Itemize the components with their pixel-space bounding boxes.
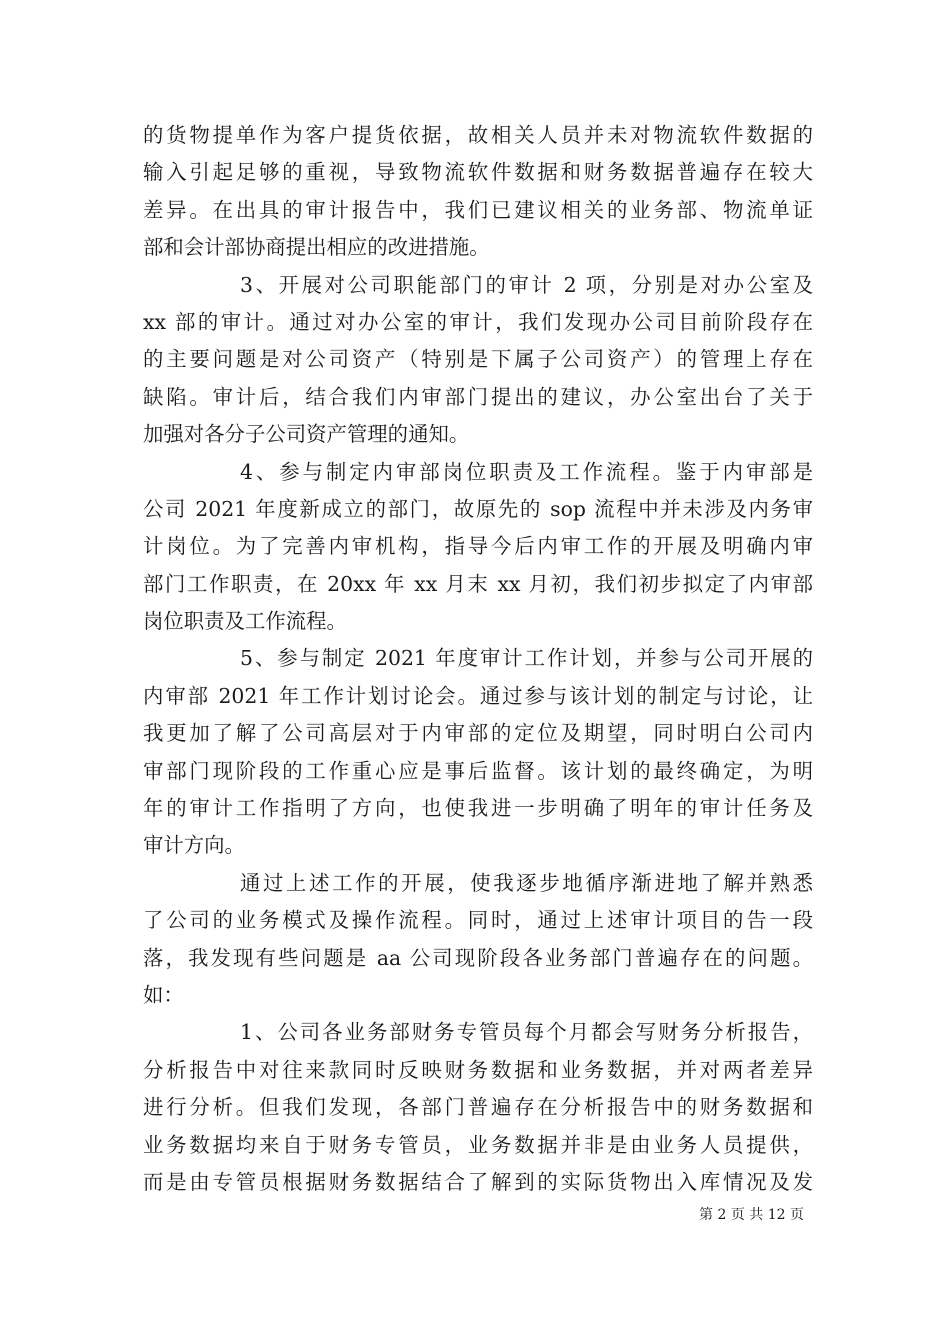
text-line: 公司 2021 年度新成立的部门，故原先的 sop 流程中并未涉及内务审 — [143, 496, 814, 521]
text-line: 了公司的业务模式及操作流程。同时，通过上述审计项目的告一段 — [143, 908, 813, 933]
text-line: 分析报告中对往来款同时反映财务数据和业务数据，并对两者差异 — [143, 1057, 813, 1082]
document-body — [143, 117, 813, 1201]
text-line: 落，我发现有些问题是 aa 公司现阶段各业务部门普遍存在的问题。 — [143, 945, 813, 970]
text-line: 进行分析。但我们发现，各部门普遍存在分析报告中的财务数据和 — [143, 1095, 813, 1120]
paragraph-first-line: 1、公司各业务部财务专管员每个月都会写财务分析报告， — [240, 1020, 813, 1045]
text-line: 审部门现阶段的工作重心应是事后监督。该计划的最终确定，为明 — [143, 758, 813, 783]
paragraph-first-line: 通过上述工作的开展，使我逐步地循序渐进地了解并熟悉 — [240, 870, 813, 895]
text-line: 岗位职责及工作流程。 — [143, 609, 347, 634]
paragraph-first-line: 3、开展对公司职能部门的审计 2 项，分别是对办公室及 — [240, 272, 813, 297]
paragraph-first-line: 5、参与制定 2021 年度审计工作计划，并参与公司开展的 — [240, 646, 813, 671]
text-line: 年的审计工作指明了方向，也使我进一步明确了明年的审计任务及 — [143, 796, 813, 821]
text-line: 差异。在出具的审计报告中，我们已建议相关的业务部、物流单证 — [143, 197, 813, 222]
text-line: 计岗位。为了完善内审机构，指导今后内审工作的开展及明确内审 — [143, 534, 813, 559]
text-line: 如： — [143, 982, 184, 1007]
paragraph-first-line: 4、参与制定内审部岗位职责及工作流程。鉴于内审部是 — [240, 459, 813, 484]
text-line: 加强对各分子公司资产管理的通知。 — [143, 422, 470, 447]
text-line: 而是由专管员根据财务数据结合了解到的实际货物出入库情况及发 — [143, 1169, 813, 1194]
text-line: 内审部 2021 年工作计划讨论会。通过参与该计划的制定与讨论，让 — [143, 683, 813, 708]
text-line: 输入引起足够的重视，导致物流软件数据和财务数据普遍存在较大 — [143, 160, 813, 185]
text-line: xx 部的审计。通过对办公室的审计，我们发现办公司目前阶段存在 — [143, 309, 813, 334]
text-line: 我更加了解了公司高层对于内审部的定位及期望，同时明白公司内 — [143, 721, 813, 746]
text-line: 部门工作职责，在 20xx 年 xx 月末 xx 月初，我们初步拟定了内审部 — [143, 571, 813, 596]
text-line: 的货物提单作为客户提货依据，故相关人员并未对物流软件数据的 — [143, 123, 813, 147]
text-line: 缺陷。审计后，结合我们内审部门提出的建议，办公室出台了关于 — [143, 384, 813, 409]
text-line: 的主要问题是对公司资产（特别是下属子公司资产）的管理上存在 — [143, 347, 813, 372]
text-line: 审计方向。 — [143, 833, 245, 858]
text-line: 部和会计部协商提出相应的改进措施。 — [143, 235, 490, 260]
text-line: 业务数据均来自于财务专管员，业务数据并非是由业务人员提供， — [143, 1132, 813, 1157]
page-number: 第 2 页 共 12 页 — [699, 1207, 804, 1223]
